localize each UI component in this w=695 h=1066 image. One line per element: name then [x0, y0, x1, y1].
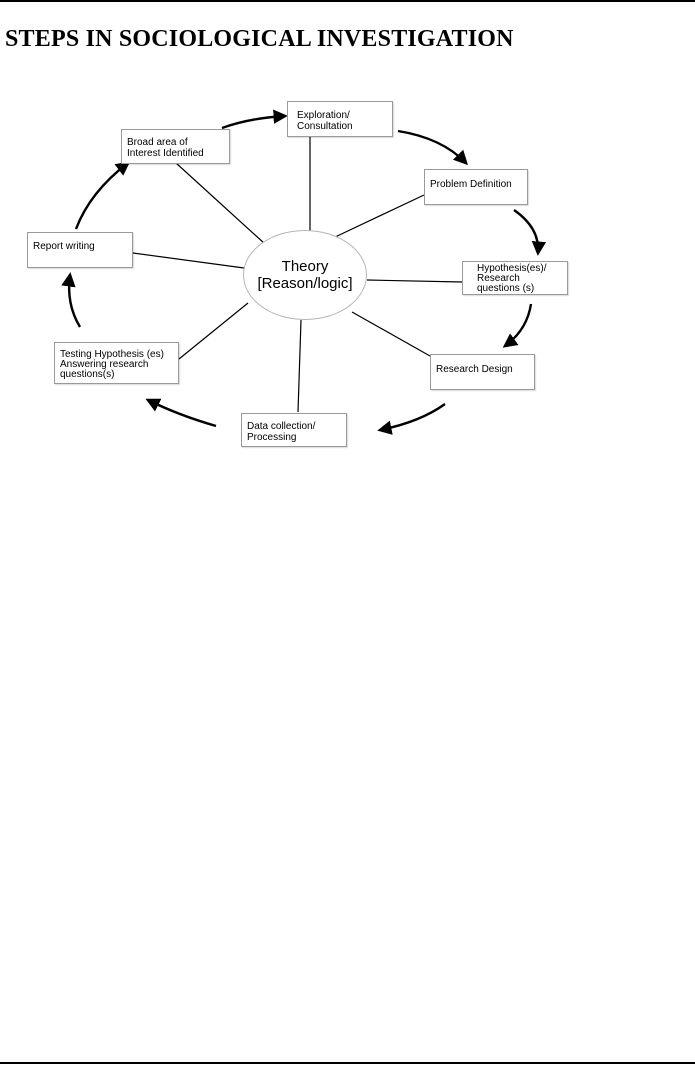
spoke-report-writing: [133, 253, 244, 268]
step-broad-area: Broad area of Interest Identified: [121, 129, 230, 164]
spoke-data-collection: [298, 320, 301, 412]
step-problem-definition: Problem Definition: [424, 169, 528, 205]
arrow-problem-to-hypothesis: [514, 210, 538, 253]
spoke-hypothesis: [367, 280, 462, 282]
spoke-problem-definition: [333, 195, 424, 238]
arrow-data-to-testing: [148, 400, 216, 426]
theory-center-circle: Theory [Reason/logic]: [243, 230, 367, 320]
step-report-writing: Report writing: [27, 232, 133, 268]
arrow-testing-to-report: [69, 275, 80, 327]
arrow-hypothesis-to-design: [505, 304, 531, 346]
arrow-report-to-broad: [76, 163, 128, 229]
arrow-design-to-data: [380, 404, 445, 430]
step-research-design: Research Design: [430, 354, 535, 390]
spoke-broad-area: [176, 163, 265, 244]
step-data-collection: Data collection/ Processing: [241, 413, 347, 447]
step-exploration: Exploration/ Consultation: [287, 101, 393, 137]
page-title: STEPS IN SOCIOLOGICAL INVESTIGATION: [5, 26, 514, 52]
bottom-rule: [0, 1062, 695, 1064]
arrow-broad-to-exploration: [222, 116, 285, 128]
step-hypothesis: Hypothesis(es)/ Research questions (s): [462, 261, 568, 295]
arrow-exploration-to-problem: [398, 131, 466, 163]
spoke-research-design: [352, 312, 430, 356]
spoke-testing-hypothesis: [179, 303, 248, 359]
step-testing-hypothesis: Testing Hypothesis (es) Answering research questions(s): [54, 342, 179, 384]
